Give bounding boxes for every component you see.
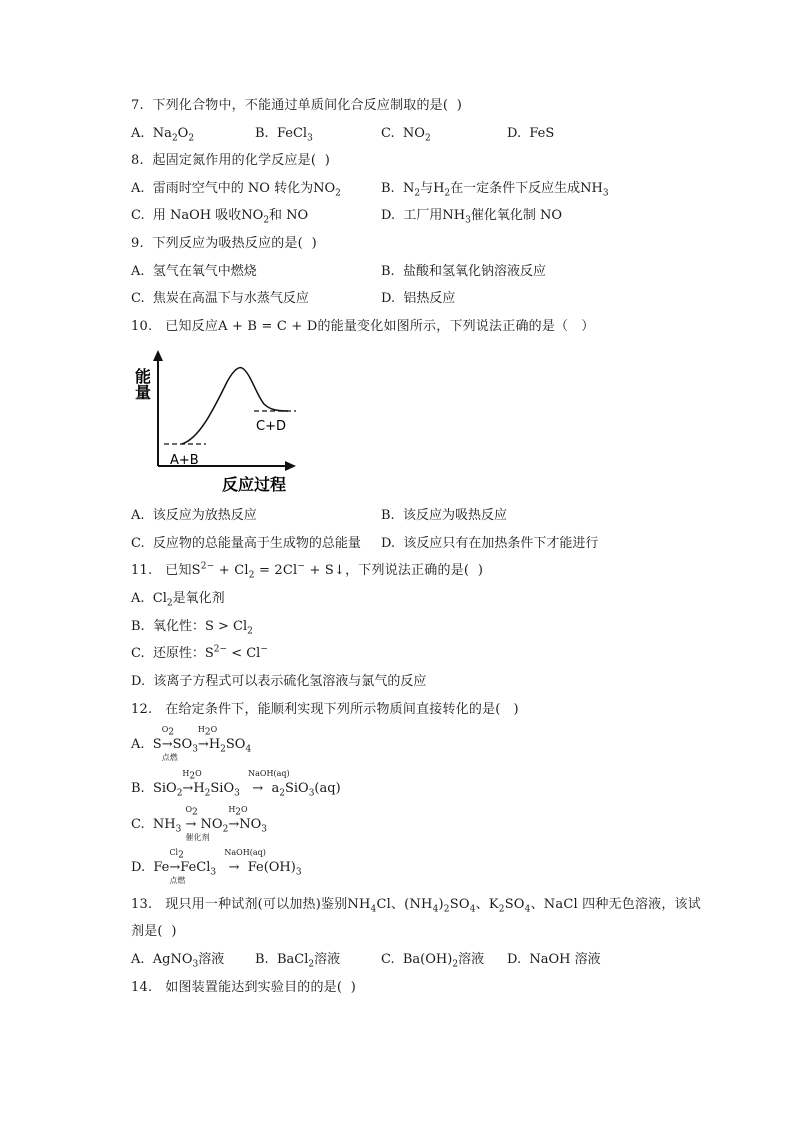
energy-diagram	[132, 348, 308, 496]
q10-option-c: C. 反应物的总能量高于生成物的总能量	[131, 536, 361, 551]
q8-option-c: C. 用 NaOH 吸收$NO_2$和 NO	[131, 208, 309, 226]
q12-a-arrow-1: $O_2$ → 点燃	[161, 725, 178, 762]
q12-a-arrow-2: $H_2O$ →	[197, 725, 218, 752]
q12-option-a: A. S $O_2$ → 点燃 $SO_3$ $H_2O$ $\to H_2SO_4$	[131, 725, 252, 762]
energy-axis-x-arrow	[285, 461, 296, 471]
q10-option-b: B. 该反应为吸热反应	[381, 508, 507, 523]
q11-option-c: C. 还原性：$S^{2-} < Cl^-$	[131, 644, 268, 661]
energy-xlabel: 反应过程	[222, 475, 287, 494]
q8-option-a: A. 雷雨时空气中的 NO 转化为$NO_2$	[131, 181, 341, 199]
q9-stem: 9. 下列反应为吸热反应的是( )	[131, 236, 317, 251]
q10-stem: 10. 已知反应A + B = C + D的能量变化如图所示，下列说法正确的是（ ）	[131, 319, 595, 334]
q12-c-arrow-2: $H_2O$ →	[228, 805, 248, 832]
q11-option-d: D. 该离子方程式可以表示硫化氢溶液与氯气的反应	[131, 674, 427, 689]
q7-option-c: C. $NO_2$	[381, 126, 431, 144]
q8-option-d: D. 工厂用$NH_3$催化氧化制 NO	[381, 208, 562, 226]
q11-option-b: B. 氧化性：$S > Cl_2$	[131, 619, 253, 637]
q12-b-arrow-2: NaOH(aq) →	[248, 769, 290, 796]
q9-option-b: B. 盐酸和氢氧化钠溶液反应	[381, 264, 546, 279]
q8-stem: 8. 起固定氮作用的化学反应是( )	[131, 153, 331, 168]
q9-option-c: C. 焦炭在高温下与水蒸气反应	[131, 291, 309, 306]
q10-option-a: A. 该反应为放热反应	[131, 508, 257, 523]
q12-d-arrow-1: $Cl_2$ → 点燃	[169, 848, 186, 885]
q13-stem: 13. 现只用一种试剂(可以加热)鉴别$NH_4Cl$、$(NH_4)_2SO_4$、$K_2SO_4$、NaCl 四种无色溶液，该试	[131, 897, 701, 915]
q7-stem: 7. 下列化合物中，不能通过单质间化合反应制取的是( )	[131, 98, 463, 113]
q7-option-a: A. $Na_2O_2$	[131, 126, 195, 144]
q13-option-a: A. AgNO$_3$溶液	[131, 952, 225, 970]
q12-c-arrow-1: $O_2$ → 催化剂	[185, 805, 210, 842]
q14-stem: 14. 如图装置能达到实验目的的是( )	[131, 980, 357, 995]
q7-option-b: B. FeCl$_3$	[255, 126, 313, 144]
q12-d-arrow-2: NaOH(aq) →	[224, 848, 266, 875]
q12-option-b: B. SiO$_2$ $H_2O$ $\to H_2SiO_3$ NaOH(aq) → $a_2SiO_3(aq)$	[131, 769, 341, 799]
q12-option-d: D. Fe $Cl_2$ → 点燃 FeCl$_3$ NaOH(aq) → $Fe(OH)_3$	[131, 848, 302, 885]
q13-option-b: B. BaCl$_2$溶液	[255, 952, 341, 970]
q10-option-d: D. 该反应只有在加热条件下才能进行	[381, 536, 599, 551]
q9-option-d: D. 铝热反应	[381, 291, 456, 306]
q9-option-a: A. 氢气在氧气中燃烧	[131, 264, 257, 279]
q12-b-arrow-1: $H_2O$ →	[182, 769, 202, 796]
q13-stem-line2: 剂是( )	[131, 924, 177, 939]
energy-ylabel: 能量	[132, 368, 152, 400]
q12-option-c: C. $NH_3$ $O_2$ → 催化剂 $NO_2$ $H_2O$ $\to NO_3$	[131, 805, 267, 842]
q13-option-d: D. NaOH 溶液	[507, 952, 601, 967]
q11-stem: 11. 已知$S^{2-} + Cl_2 = 2Cl^-$ + S↓，下列说法正确的是( )	[131, 561, 484, 581]
q7-option-d: D. FeS	[507, 126, 555, 141]
energy-axis-y-arrow	[153, 350, 163, 361]
q12-stem: 12. 在给定条件下，能顺利实现下列所示物质间直接转化的是( )	[131, 702, 519, 717]
product-label: C+D	[256, 419, 286, 434]
q13-option-c: C. $Ba(OH)_2$溶液	[381, 952, 485, 970]
q8-option-b: B. $N_2$与$H_2$在一定条件下反应生成$NH_3$	[381, 181, 609, 199]
reactant-label: A+B	[170, 453, 199, 468]
q11-option-a: A. $Cl_2$是氧化剂	[131, 591, 225, 609]
